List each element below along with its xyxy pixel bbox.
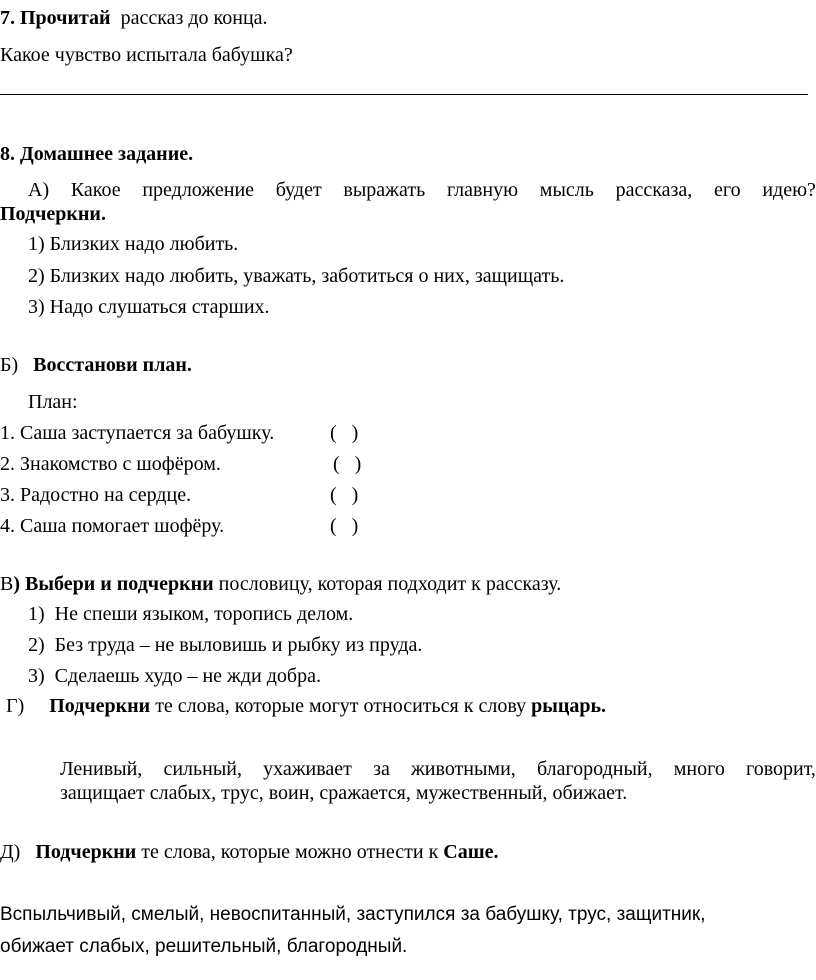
answer-line	[0, 94, 808, 95]
task8a-option-3: 3) Надо слушаться старших.	[28, 296, 270, 318]
plan-label: План:	[28, 391, 78, 413]
task8a-word: мысль	[539, 179, 594, 201]
task8g-word: благородный,	[536, 758, 653, 780]
task8g-word: ухаживает	[263, 758, 352, 780]
task8a-word: рассказа,	[615, 179, 693, 201]
task7-rest: рассказ до конца.	[120, 7, 268, 29]
task8g-word: за	[373, 758, 390, 780]
task8v-rest: пословицу, которая подходит к рассказу.	[218, 573, 562, 595]
plan-blank-2[interactable]: ( )	[333, 453, 362, 475]
task8a-word: выражать	[343, 179, 426, 201]
task7-number: 7.	[0, 7, 15, 29]
task8g-target: рыцарь.	[531, 695, 607, 717]
task8g-word: Ленивый,	[60, 758, 143, 780]
task8a-option-1: 1) Близких надо любить.	[28, 233, 239, 255]
task8d-target: Саше.	[443, 841, 499, 863]
plan-item-3: 3. Радостно на сердце.	[0, 484, 192, 506]
task8g-header	[6, 694, 606, 718]
plan-blank-1[interactable]: ( )	[330, 422, 359, 444]
task8g-words-line-2: защищает слабых, трус, воин, сражается, мужественный, обижает.	[60, 782, 628, 804]
plan-blank-3[interactable]: ( )	[330, 484, 359, 506]
task8a-word: его	[714, 179, 741, 201]
task8g-words-line-1	[60, 757, 816, 781]
proverb-2: 2) Без труда – не выловишь и рыбку из пруда.	[28, 634, 423, 656]
task8a-marker: А)	[28, 179, 50, 201]
plan-item-4: 4. Саша помогает шофёру.	[0, 515, 225, 537]
proverb-3: 3) Сделаешь худо – не жди добра.	[28, 665, 321, 687]
task8d-header	[0, 840, 499, 864]
task8g-word: много	[673, 758, 725, 780]
task8d-marker: Д)	[0, 841, 21, 863]
task8a-word: Какое	[70, 179, 121, 201]
task8b-instruction: Восстанови план.	[33, 354, 192, 376]
plan-blank-4[interactable]: ( )	[330, 515, 359, 537]
plan-item-2: 2. Знакомство с шофёром.	[0, 453, 221, 475]
task8b-header	[0, 353, 192, 377]
task8d-rest: те слова, которые можно отнести к	[141, 841, 439, 863]
task8a-word: идею?	[762, 179, 816, 201]
task8g-marker: Г)	[6, 695, 25, 717]
task8-heading: 8. Домашнее задание.	[0, 143, 194, 165]
task8a-word: предложение	[142, 179, 255, 201]
task8a-option-2: 2) Близких надо любить, уважать, заботиться о них, защищать.	[28, 265, 565, 287]
task7-bold: Прочитай	[20, 7, 111, 29]
task8d-bold: Подчеркни	[35, 841, 137, 863]
task7-question: Какое чувство испытала бабушка?	[0, 44, 293, 66]
task8g-word: сильный,	[163, 758, 242, 780]
task8a-instruction: Подчеркни.	[0, 203, 106, 225]
proverb-1: 1) Не спеши языком, торопись делом.	[28, 603, 354, 625]
task8v-header	[0, 572, 561, 596]
task8v-bold: ) Выбери и подчеркни	[13, 573, 214, 595]
task7-title	[0, 6, 268, 30]
task8g-rest: те слова, которые могут относиться к слову	[155, 695, 527, 717]
task8a-word: будет	[275, 179, 322, 201]
task8d-words-line-2: обижает слабых, решительный, благородный.	[0, 936, 408, 957]
task8a-question	[28, 178, 816, 202]
task8a-word: главную	[446, 179, 519, 201]
task8d-words-line-1: Вспыльчивый, смелый, невоспитанный, заступился за бабушку, трус, защитник,	[0, 904, 706, 925]
task8g-bold: Подчеркни	[49, 695, 151, 717]
task8g-word: животными,	[410, 758, 516, 780]
task8v-marker: В	[0, 573, 14, 595]
plan-item-1: 1. Саша заступается за бабушку.	[0, 422, 275, 444]
task8b-marker: Б)	[0, 354, 19, 376]
task8g-word: говорит,	[745, 758, 816, 780]
